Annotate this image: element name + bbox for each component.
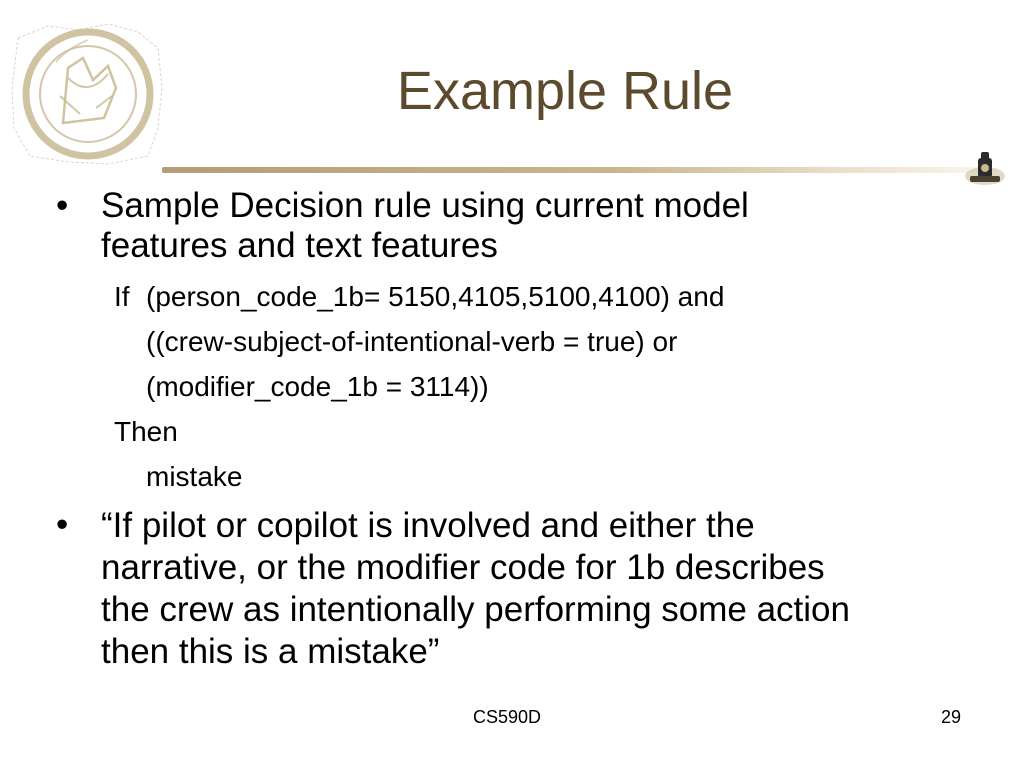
footer-course: CS590D (473, 707, 542, 727)
bullet-line: the crew as intentionally performing some action (101, 590, 850, 629)
rule-condition: ((crew-subject-of-intentional-verb = true) or (146, 326, 678, 357)
bullet-line: features and text features (101, 226, 498, 265)
title-divider (162, 167, 987, 173)
rule-if-keyword: If (114, 281, 130, 312)
bullet-marker: • (56, 186, 69, 225)
purdue-train-logo-icon (964, 150, 1006, 190)
bullet-line: narrative, or the modifier code for 1b describes (101, 548, 825, 587)
bullet-line: Sample Decision rule using current model (101, 186, 749, 225)
rule-condition: (person_code_1b= 5150,4105,5100,4100) and (146, 281, 725, 312)
slide-title: Example Rule (396, 61, 734, 121)
page-number: 29 (941, 707, 962, 727)
bullet-line: then this is a mistake” (101, 632, 440, 671)
bullet-text (101, 505, 1001, 673)
bullet-text (101, 186, 1001, 266)
rule-condition: (modifier_code_1b = 3114)) (146, 371, 489, 402)
rule-then-keyword: Then (114, 416, 178, 447)
purdue-university-seal-icon (8, 18, 166, 168)
bullet-marker: • (56, 505, 69, 544)
rule-result: mistake (146, 461, 243, 492)
bullet-line: “If pilot or copilot is involved and either the (101, 506, 755, 545)
